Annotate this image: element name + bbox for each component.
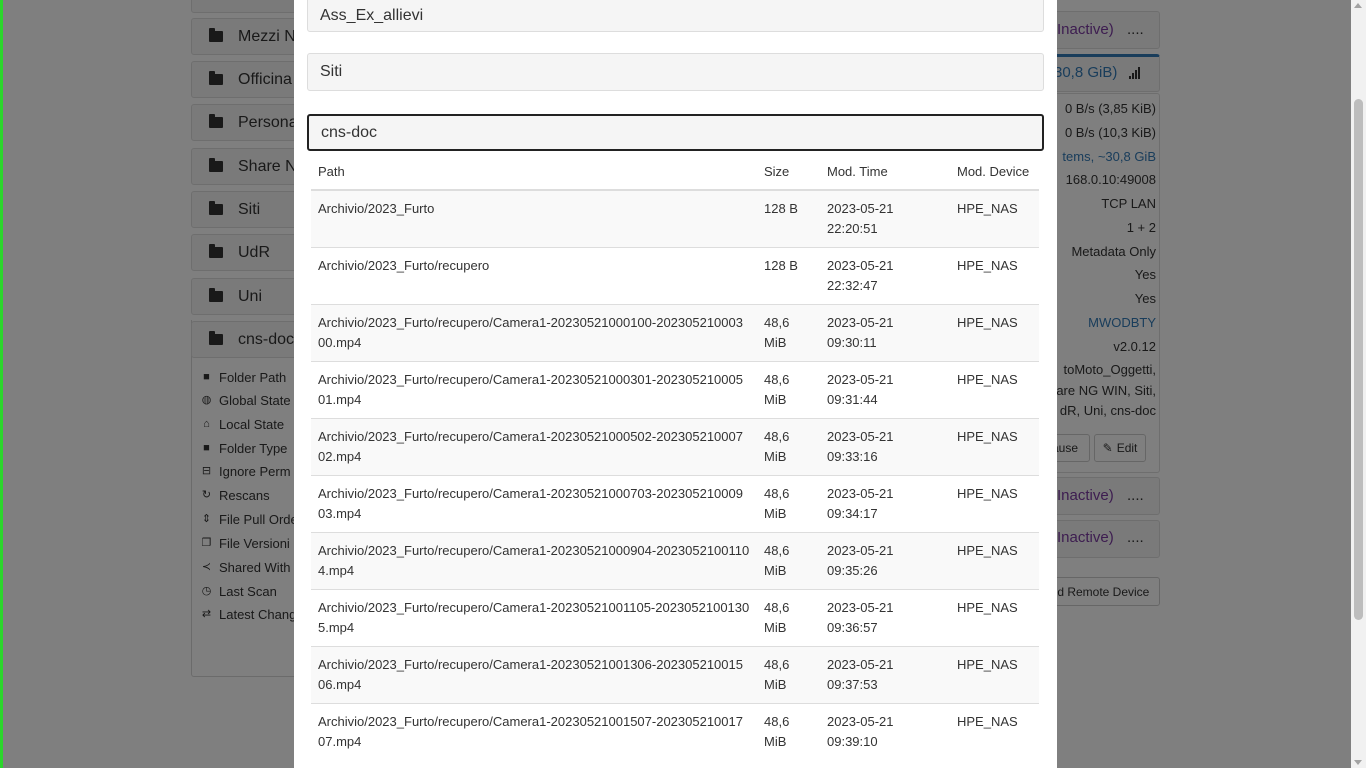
file-mod-device: HPE_NAS xyxy=(950,362,1039,419)
file-path: Archivio/2023_Furto/recupero xyxy=(311,248,757,305)
folder-accordion-label: Ass_Ex_allievi xyxy=(320,7,424,24)
file-path: Archivio/2023_Furto/recupero/Camera1-20230521000904-20230521001104.mp4 xyxy=(311,533,757,590)
table-row xyxy=(311,704,1039,761)
table-row xyxy=(311,533,1039,590)
folder-accordion-label: Siti xyxy=(320,63,343,80)
table-row xyxy=(311,647,1039,704)
file-mod-time: 2023-05-21 09:35:26 xyxy=(820,533,950,590)
file-path: Archivio/2023_Furto/recupero/Camera1-20230521001507-20230521001707.mp4 xyxy=(311,704,757,761)
file-mod-time: 2023-05-21 09:37:53 xyxy=(820,647,950,704)
column-header-path: Path xyxy=(311,153,757,190)
column-header-mod-time: Mod. Time xyxy=(820,153,950,190)
file-mod-time: 2023-05-21 09:33:16 xyxy=(820,419,950,476)
table-row xyxy=(311,590,1039,647)
file-size: 48,6 MiB xyxy=(757,647,820,704)
file-mod-device: HPE_NAS xyxy=(950,305,1039,362)
file-mod-device: HPE_NAS xyxy=(950,590,1039,647)
file-size: 128 B xyxy=(757,190,820,248)
out-of-sync-modal xyxy=(294,0,1057,768)
column-header-mod-device: Mod. Device xyxy=(950,153,1039,190)
file-size: 48,6 MiB xyxy=(757,704,820,761)
scrollbar-thumb[interactable] xyxy=(1354,99,1363,620)
file-size: 48,6 MiB xyxy=(757,419,820,476)
file-mod-time: 2023-05-21 09:31:44 xyxy=(820,362,950,419)
file-mod-time: 2023-05-21 09:36:57 xyxy=(820,590,950,647)
file-path: Archivio/2023_Furto xyxy=(311,190,757,248)
scroll-up-arrow-icon[interactable] xyxy=(1354,3,1362,8)
table-row xyxy=(311,419,1039,476)
page-scrollbar[interactable] xyxy=(1351,0,1366,768)
file-mod-time: 2023-05-21 22:20:51 xyxy=(820,190,950,248)
column-header-size: Size xyxy=(757,153,820,190)
table-row xyxy=(311,190,1039,248)
folder-accordion-label: cns-doc xyxy=(321,123,378,141)
file-mod-time: 2023-05-21 09:39:10 xyxy=(820,704,950,761)
file-size: 48,6 MiB xyxy=(757,476,820,533)
folder-accordion-item-active[interactable] xyxy=(307,114,1044,151)
file-mod-device: HPE_NAS xyxy=(950,704,1039,761)
file-size: 48,6 MiB xyxy=(757,590,820,647)
file-mod-device: HPE_NAS xyxy=(950,476,1039,533)
file-path: Archivio/2023_Furto/recupero/Camera1-20230521000703-20230521000903.mp4 xyxy=(311,476,757,533)
file-mod-time: 2023-05-21 09:30:11 xyxy=(820,305,950,362)
window-edge-strip xyxy=(0,0,3,768)
file-mod-time: 2023-05-21 22:32:47 xyxy=(820,248,950,305)
file-table xyxy=(311,153,1039,760)
file-mod-device: HPE_NAS xyxy=(950,419,1039,476)
file-size: 128 B xyxy=(757,248,820,305)
file-size: 48,6 MiB xyxy=(757,305,820,362)
file-mod-device: HPE_NAS xyxy=(950,647,1039,704)
file-path: Archivio/2023_Furto/recupero/Camera1-20230521000301-20230521000501.mp4 xyxy=(311,362,757,419)
table-row xyxy=(311,248,1039,305)
folder-accordion-item[interactable] xyxy=(307,53,1044,91)
file-path: Archivio/2023_Furto/recupero/Camera1-20230521001306-20230521001506.mp4 xyxy=(311,647,757,704)
table-row xyxy=(311,362,1039,419)
file-mod-time: 2023-05-21 09:34:17 xyxy=(820,476,950,533)
file-mod-device: HPE_NAS xyxy=(950,533,1039,590)
file-mod-device: HPE_NAS xyxy=(950,248,1039,305)
file-path: Archivio/2023_Furto/recupero/Camera1-20230521000100-20230521000300.mp4 xyxy=(311,305,757,362)
folder-accordion-item[interactable] xyxy=(307,0,1044,32)
table-header-row xyxy=(311,153,1039,190)
table-row xyxy=(311,305,1039,362)
file-size: 48,6 MiB xyxy=(757,362,820,419)
file-mod-device: HPE_NAS xyxy=(950,190,1039,248)
scroll-down-arrow-icon[interactable] xyxy=(1354,760,1362,765)
file-path: Archivio/2023_Furto/recupero/Camera1-20230521001105-20230521001305.mp4 xyxy=(311,590,757,647)
file-path: Archivio/2023_Furto/recupero/Camera1-20230521000502-20230521000702.mp4 xyxy=(311,419,757,476)
table-row xyxy=(311,476,1039,533)
file-size: 48,6 MiB xyxy=(757,533,820,590)
